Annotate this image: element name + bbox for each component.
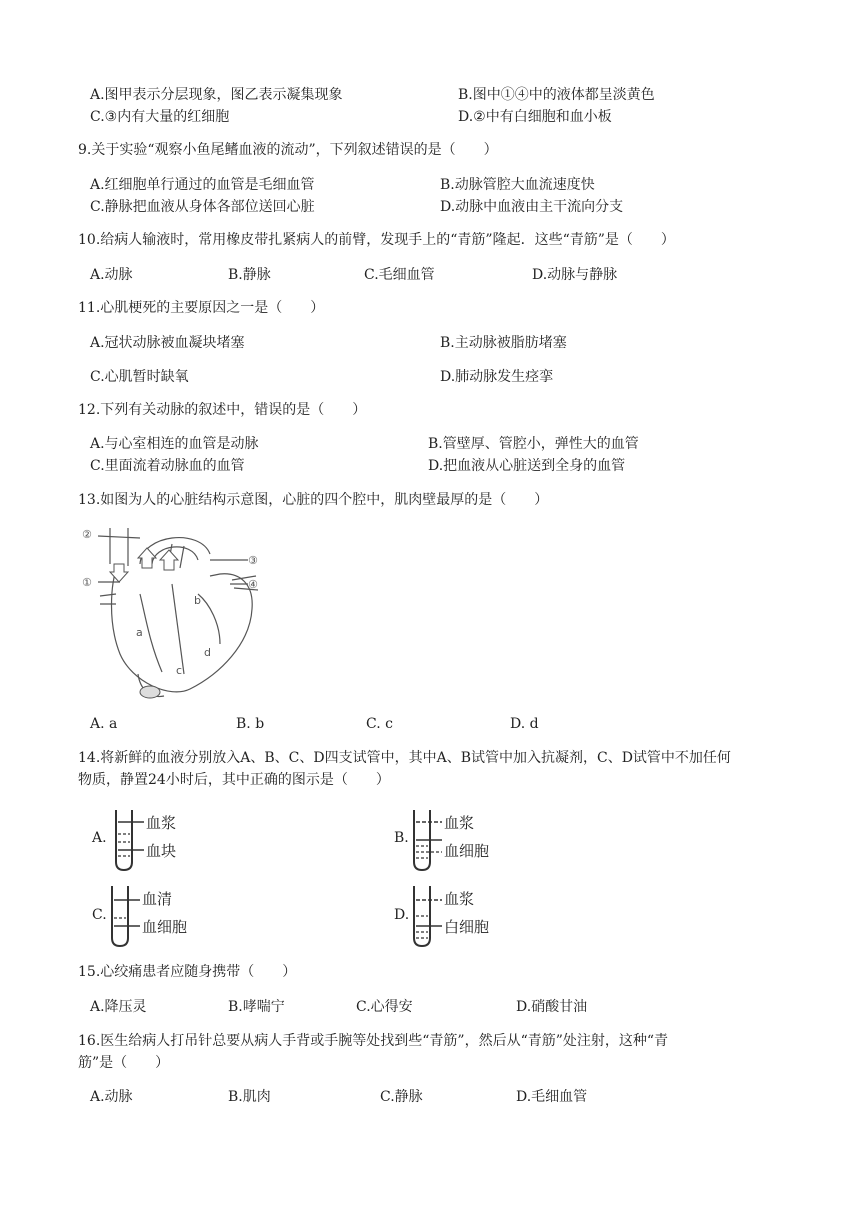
q11-option-d: D.肺动脉发生痉挛 bbox=[440, 369, 554, 385]
q14-option-b-letter: B. bbox=[394, 830, 409, 846]
q13-stem: 13.如图为人的心脏结构示意图，心脏的四个腔中，肌肉壁最厚的是（ ） bbox=[78, 492, 549, 508]
q13-option-a: A. a bbox=[90, 716, 118, 732]
q14-stem-line2: 物质，静置24小时后，其中正确的图示是（ ） bbox=[78, 772, 390, 788]
heart-label-c: c bbox=[176, 664, 183, 677]
q16-stem-line2: 筋”是（ ） bbox=[78, 1055, 170, 1071]
q15-option-d: D.硝酸甘油 bbox=[516, 999, 588, 1015]
q16-option-d: D.毛细血管 bbox=[516, 1089, 588, 1105]
q13-option-d: D. d bbox=[510, 716, 539, 732]
q15-option-c: C.心得安 bbox=[356, 999, 413, 1015]
q14-option-a-bottom-label: 血块 bbox=[146, 842, 177, 860]
heart-label-1: ① bbox=[82, 576, 92, 589]
q14-option-d-bottom-label: 白细胞 bbox=[444, 918, 490, 936]
q14-option-a-top-label: 血浆 bbox=[146, 814, 177, 832]
q16-option-a: A.动脉 bbox=[90, 1089, 133, 1105]
q12-option-a: A.与心室相连的血管是动脉 bbox=[90, 436, 259, 452]
q14-option-c-letter: C. bbox=[92, 907, 107, 923]
q14-stem-line1: 14.将新鲜的血液分别放入A、B、C、D四支试管中，其中A、B试管中加入抗凝剂，C、D试管中不加任何 bbox=[78, 750, 731, 766]
q14-option-a-letter: A. bbox=[92, 830, 107, 846]
q8-option-d: D.②中有白细胞和血小板 bbox=[458, 109, 612, 125]
heart-diagram bbox=[80, 524, 270, 704]
q16-stem-line1: 16.医生给病人打吊针总要从病人手背或手腕等处找到些“青筋”，然后从“青筋”处注射，这种“青 bbox=[78, 1033, 669, 1049]
q14-option-d-letter: D. bbox=[394, 907, 410, 923]
q11-option-a: A.冠状动脉被血凝块堵塞 bbox=[90, 335, 245, 351]
q10-option-a: A.动脉 bbox=[90, 267, 133, 283]
q9-option-a: A.红细胞单行通过的血管是毛细血管 bbox=[90, 177, 315, 193]
q12-option-c: C.里面流着动脉血的血管 bbox=[90, 458, 245, 474]
q10-option-d: D.动脉与静脉 bbox=[532, 267, 618, 283]
heart-label-a: a bbox=[136, 626, 143, 639]
q8-option-c: C.③内有大量的红细胞 bbox=[90, 109, 230, 125]
heart-label-4: ④ bbox=[248, 578, 258, 591]
heart-label-2: ② bbox=[82, 528, 92, 541]
q14-option-c-top-label: 血清 bbox=[142, 890, 173, 908]
q12-option-b: B.管壁厚、管腔小，弹性大的血管 bbox=[428, 436, 639, 452]
q14-option-b-top-label: 血浆 bbox=[444, 814, 475, 832]
q15-option-b: B.哮喘宁 bbox=[228, 999, 285, 1015]
q8-option-b: B.图中①④中的液体都呈淡黄色 bbox=[458, 87, 655, 103]
q9-option-c: C.静脉把血液从身体各部位送回心脏 bbox=[90, 199, 315, 215]
q10-option-c: C.毛细血管 bbox=[364, 267, 435, 283]
q10-stem: 10.给病人输液时，常用橡皮带扎紧病人的前臂，发现手上的“青筋”隆起．这些“青筋”是（ ） bbox=[78, 232, 675, 248]
q13-option-b: B. b bbox=[236, 716, 265, 732]
q14-option-d-top-label: 血浆 bbox=[444, 890, 475, 908]
q11-stem: 11.心肌梗死的主要原因之一是（ ） bbox=[78, 300, 325, 316]
heart-label-d: d bbox=[204, 646, 211, 659]
q13-option-c: C. c bbox=[366, 716, 393, 732]
q9-stem: 9.关于实验“观察小鱼尾鳍血液的流动”，下列叙述错误的是（ ） bbox=[78, 142, 498, 158]
heart-label-3: ③ bbox=[248, 554, 258, 567]
q15-option-a: A.降压灵 bbox=[90, 999, 147, 1015]
q14-option-b-bottom-label: 血细胞 bbox=[444, 842, 490, 860]
q11-option-b: B.主动脉被脂肪堵塞 bbox=[440, 335, 567, 351]
q15-stem: 15.心绞痛患者应随身携带（ ） bbox=[78, 964, 297, 980]
q9-option-d: D.动脉中血液由主干流向分支 bbox=[440, 199, 624, 215]
q12-stem: 12.下列有关动脉的叙述中，错误的是（ ） bbox=[78, 402, 367, 418]
q12-option-d: D.把血液从心脏送到全身的血管 bbox=[428, 458, 626, 474]
q11-option-c: C.心肌暂时缺氧 bbox=[90, 369, 189, 385]
q14-option-c-bottom-label: 血细胞 bbox=[142, 918, 188, 936]
q16-option-c: C.静脉 bbox=[380, 1089, 423, 1105]
q10-option-b: B.静脉 bbox=[228, 267, 271, 283]
heart-label-b: b bbox=[194, 594, 201, 607]
q9-option-b: B.动脉管腔大血流速度快 bbox=[440, 177, 595, 193]
q8-option-a: A.图甲表示分层现象，图乙表示凝集现象 bbox=[90, 87, 343, 103]
q16-option-b: B.肌肉 bbox=[228, 1089, 271, 1105]
